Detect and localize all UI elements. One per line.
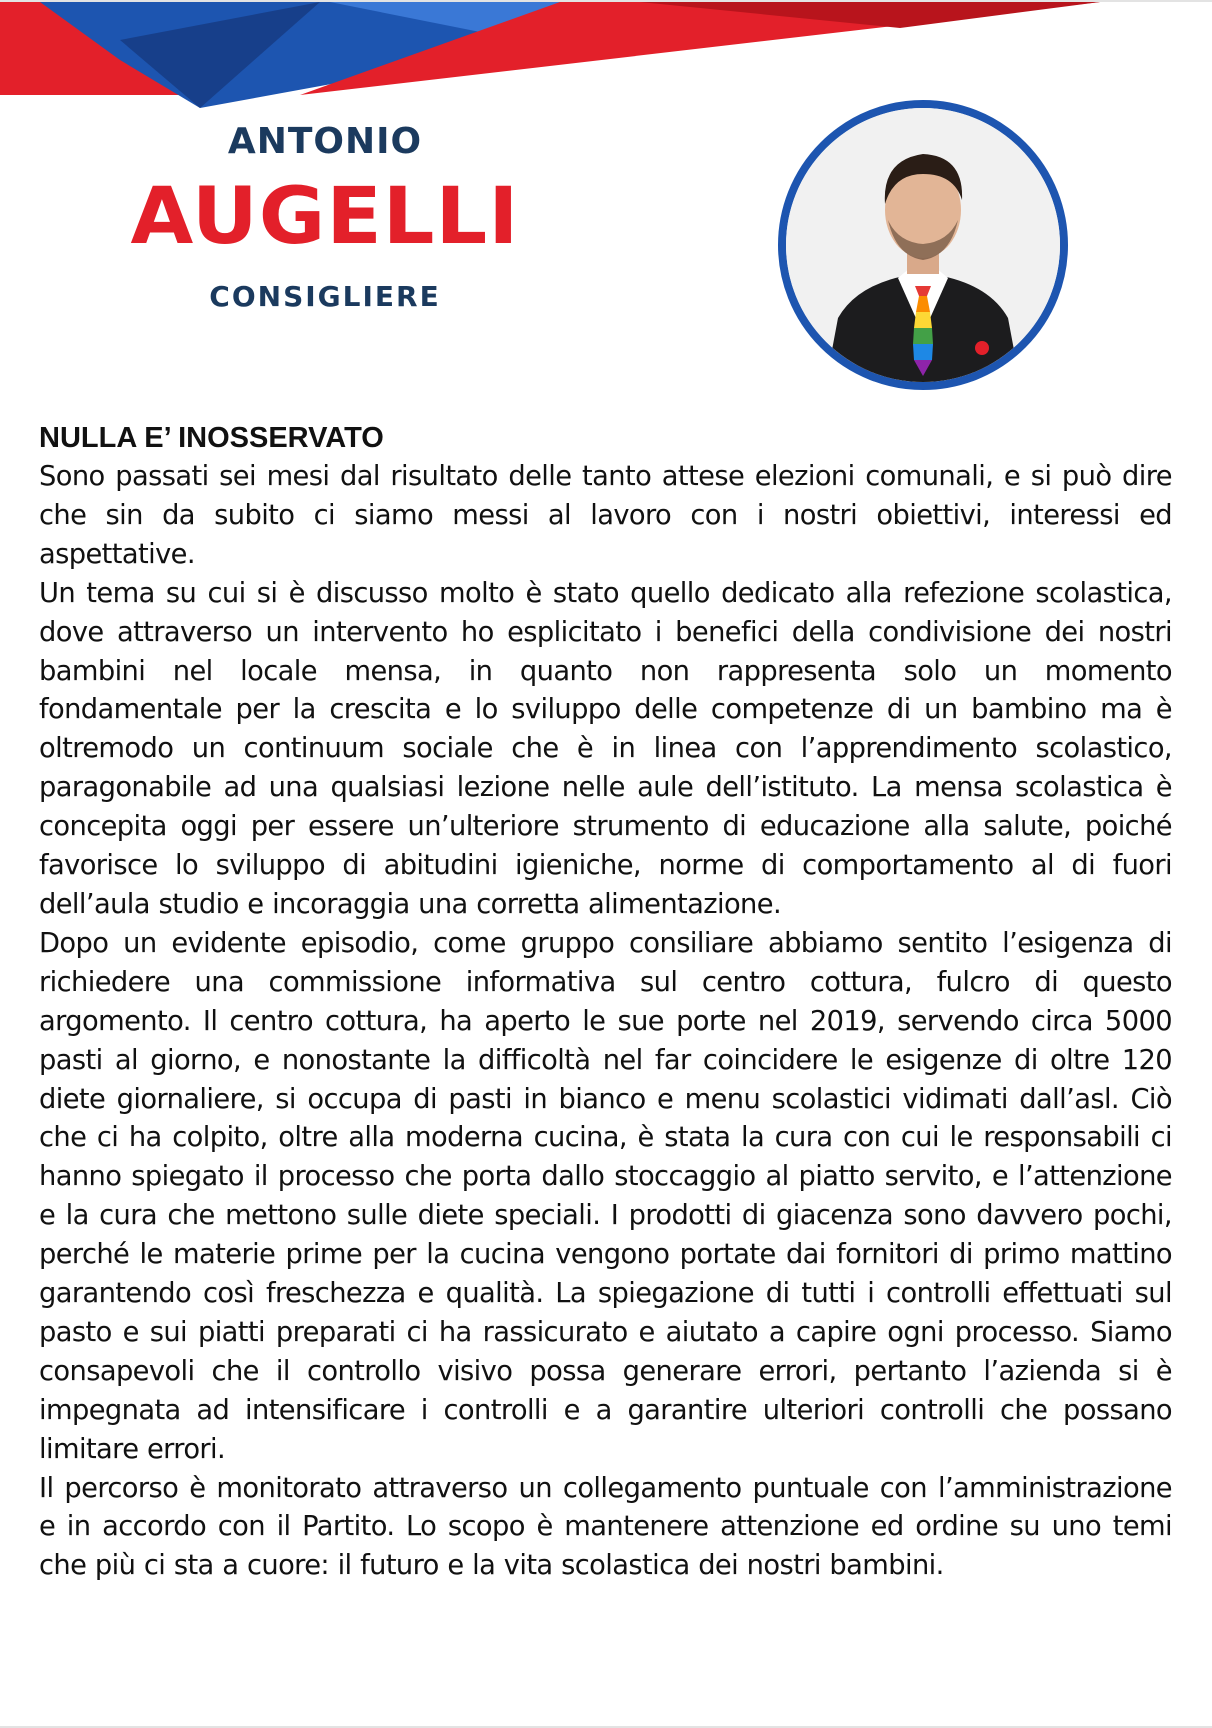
first-name: ANTONIO [227,121,423,162]
header-banner [0,0,1212,120]
article-title: NULLA E’ INOSSERVATO [39,422,384,454]
role-title: CONSIGLIERE [209,280,441,313]
last-name: AUGELLI [130,172,520,262]
person-portrait-icon [786,108,1060,382]
name-block [80,120,570,314]
portrait [778,100,1068,390]
lapel-pin [975,341,989,355]
article-paragraph: Dopo un evidente episodio, come gruppo consiliare abbiamo sentito l’esigenza di richiedere una commissione informativa sul centro cottura, fulcro di questo argomento. Il centro cottura, ha aperto le sue porte nel 2019, servendo circa 5000 pasti al giorno, e nonostante la difficoltà nel far coincidere le esigenze di oltre 120 diete giornaliere, si occupa di pasti in bianco e menu scolastici vidimati dall’asl. Ciò che ci ha colpito, oltre alla moderna cucina, è stata la cura con cui le responsabili ci hanno spiegato il processo che porta dallo stoccaggio al piatto servito, e l’attenzione e la cura che mettono sulle diete speciali. I prodotti di giacenza sono davvero pochi, perché le materie prime per la cucina vengono portate dai fornitori di primo mattino garantendo così freschezza e qualità. La spiegazione di tutti i controlli effettuati sul pasto e sui piatti preparati ci ha rassicurato e aiutato a capire ogni processo. Siamo consapevoli che il controllo visivo possa generare errori, pertanto l’azienda si è impegnata ad intensificare i controlli e a garantire ulteriori controlli che possano limitare errori. [39,927,1172,1465]
article [39,418,1172,1586]
article-paragraph: Un tema su cui si è discusso molto è stato quello dedicato alla refezione scolastica, dove attraverso un intervento ho esplicitato i benefici della condivisione dei nostri bambini nel locale mensa, in quanto non rappresenta solo un momento fondamentale per la crescita e lo sviluppo delle competenze di un bambino ma è oltremodo un continuum sociale che è in linea con l’apprendimento scolastico, paragonabile ad una qualsiasi lezione nelle aule dell’istituto. La mensa scolastica è concepita oggi per essere un’ulteriore strumento di educazione alla salute, poiché favorisce lo sviluppo di abitudini igieniche, norme di comportamento al di fuori dell’aula studio e incoraggia una corretta alimentazione. [39,577,1172,920]
article-paragraph: Sono passati sei mesi dal risultato delle tanto attese elezioni comunali, e si può dire che sin da subito ci siamo messi al lavoro con i nostri obiettivi, interessi ed aspettative. [39,461,1172,570]
article-paragraph: Il percorso è monitorato attraverso un collegamento puntuale con l’amministrazione e in accordo con il Partito. Lo scopo è mantenere attenzione ed ordine su uno temi che più ci sta a cuore: il futuro e la vita scolastica dei nostri bambini. [39,1472,1172,1582]
